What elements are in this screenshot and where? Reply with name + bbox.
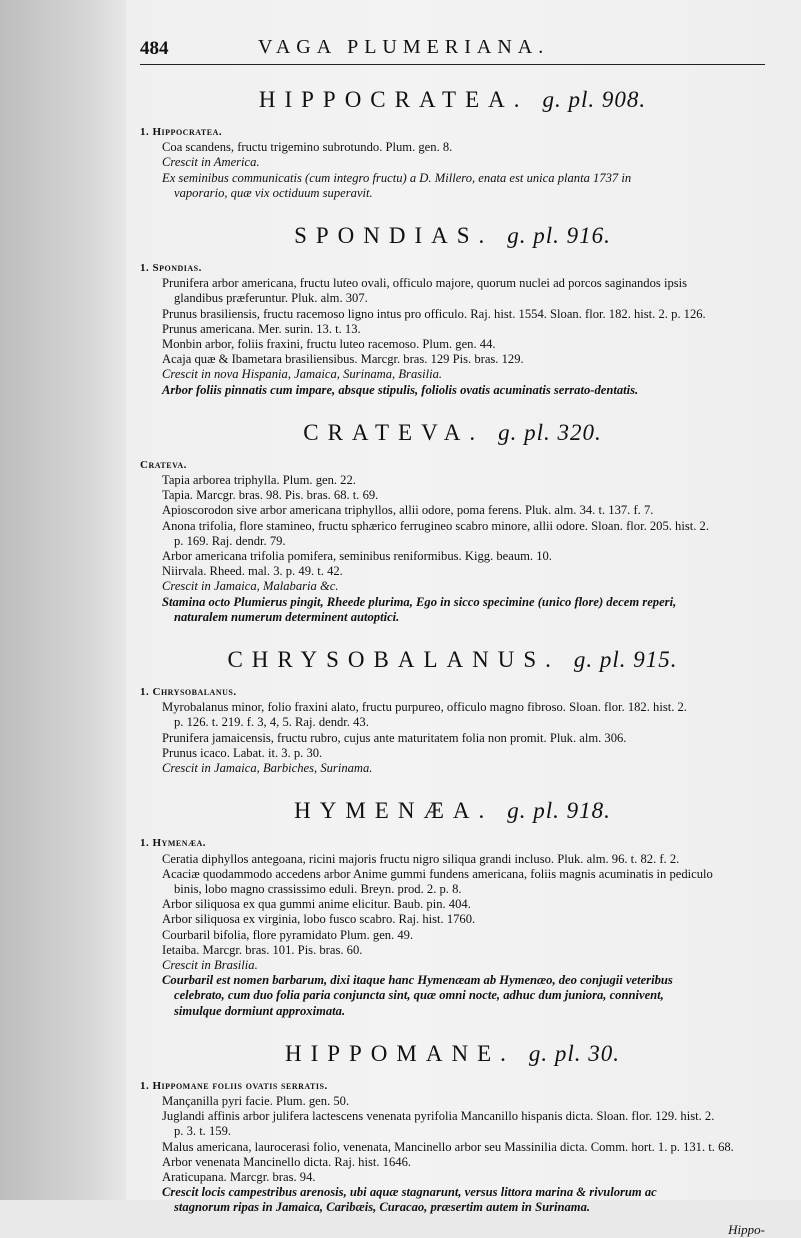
entry-line: Monbin arbor, foliis fraxini, fructu luteo racemoso. Plum. gen. 44. (162, 337, 496, 352)
genus-reference: g. pl. 30. (528, 1040, 621, 1066)
genus-name: CHRYSOBALANUS. (227, 647, 560, 673)
entry-line: vaporario, quæ vix octiduum superavit. (174, 185, 373, 200)
entry-line: p. 126. t. 219. f. 3, 4, 5. Raj. dendr. 43. (174, 715, 369, 730)
entry-lines (140, 836, 765, 1018)
entry-line: Stamina octo Plumierus pingit, Rheede plurima, Ego in sicco specimine (unico flore) decem reperi, (162, 594, 677, 609)
entry-line: p. 169. Raj. dendr. 79. (174, 533, 286, 548)
genus-reference: g. pl. 915. (573, 647, 678, 673)
catchword: Hippo- (728, 1221, 765, 1237)
entry-line: Prunifera arbor americana, fructu luteo ovali, officulo majore, quorum nuclei ad porcos saginandos ipsis (162, 276, 688, 291)
entry-line: naturalem numerum determinent autoptici. (174, 609, 400, 624)
entry-line: Prunus americana. Mer. surin. 13. t. 13. (162, 321, 361, 336)
genus-reference: g. pl. 320. (498, 419, 602, 445)
genus-section (140, 420, 765, 625)
genus-name: HIPPOCRATEA. (258, 87, 529, 112)
genus-section (140, 798, 765, 1018)
entry-label: 1. Hippocratea. (140, 126, 223, 138)
genus-sections (140, 87, 765, 1216)
genus-reference: g. pl. 918. (507, 798, 611, 824)
entry-line: Courbaril bifolia, flore pyramidato Plum. gen. 49. (162, 927, 414, 942)
genus-reference: g. pl. 916. (507, 223, 611, 249)
running-title: VAGA PLUMERIANA. (258, 36, 550, 58)
entry-line: Ceratia diphyllos antegoana, ricini majoris fructu nigro siliqua grandi incluso. Pluk. alm. 96. t. 82. f. 2. (162, 851, 680, 866)
genus-heading (140, 87, 765, 113)
running-header (140, 34, 765, 60)
entry-line: Arbor americana trifolia pomifera, seminibus reniformibus. Kigg. beaum. 10. (162, 549, 552, 564)
entry-line: Mançanilla pyri facie. Plum. gen. 50. (162, 1093, 350, 1108)
entry-line: Niirvala. Rheed. mal. 3. p. 49. t. 42. (162, 564, 343, 579)
genus-heading (140, 1041, 765, 1067)
entry-line: Anona trifolia, flore stamineo, fructu sphærico ferrugineo scabro minore, allii odore. Sloan. flor. 205. hist. 2. (162, 518, 709, 533)
entry-lines (140, 1079, 765, 1216)
entry-line: glandibus præferuntur. Pluk. alm. 307. (174, 291, 368, 306)
entry-line: Prunus brasiliensis, fructu racemoso ligno intus pro officulo. Raj. hist. 1554. Sloan. flor. 182. hist. 2. p. 126. (162, 306, 706, 321)
entry-line: binis, lobo magno crassissimo eduli. Breyn. prod. 2. p. 8. (174, 881, 462, 896)
genus-heading (140, 798, 765, 824)
entry-line: Juglandi affinis arbor julifera lactescens venenata pyrifolia Mancanillo hispanis dicta. Sloan. flor. 129. hist. 2. (162, 1109, 715, 1124)
entry-line: Coa scandens, fructu trigemino subrotundo. Plum. gen. 8. (162, 140, 453, 155)
genus-section (140, 1041, 765, 1216)
entry-lines (140, 458, 765, 625)
genus-name: SPONDIAS. (294, 223, 494, 249)
entry-line: Prunifera jamaicensis, fructu rubro, cujus ante maturitatem folia non promit. Pluk. alm. 306. (162, 730, 627, 745)
entry-line: Crescit in nova Hispania, Jamaica, Surinama, Brasilia. (162, 367, 443, 382)
entry-lines (140, 261, 765, 398)
genus-section (140, 647, 765, 776)
entry-label: Crateva. (140, 458, 187, 471)
entry-line: Arbor siliquosa ex qua gummi anime elicitur. Baub. pin. 404. (162, 897, 471, 912)
entry-line: Apioscorodon sive arbor americana triphyllos, allii odore, poma ferens. Pluk. alm. 34. t. 137. f. 7. (162, 503, 654, 518)
entry-line: Crescit in Jamaica, Malabaria &c. (162, 579, 339, 594)
genus-section (140, 87, 765, 201)
entry-label: 1. Spondias. (140, 262, 202, 275)
entry-line: Tapia arborea triphylla. Plum. gen. 22. (162, 473, 356, 488)
genus-section (140, 223, 765, 398)
entry-line: simulque dormiunt approximata. (174, 1003, 346, 1018)
entry-line: Ex seminibus communicatis (cum integro fructu) a D. Millero, enata est unica planta 1737 in (162, 170, 632, 185)
entry-line: Myrobalanus minor, folio fraxini alato, fructu purpureo, officulo magno fibroso. Sloan. flor. 182. hist. 2. (162, 700, 687, 715)
entry-label: 1. Hippomane foliis ovatis serratis. (140, 1079, 328, 1092)
entry-line: Ietaiba. Marcgr. bras. 101. Pis. bras. 60. (162, 942, 363, 957)
page-number: 484 (140, 38, 169, 59)
entry-line: Acaciæ quodammodo accedens arbor Anime gummi fundens americana, foliis magnis acuminatis in pediculo (162, 866, 713, 881)
entry-line: Crescit in America. (162, 155, 260, 170)
entry-line: Crescit in Jamaica, Barbiches, Surinama. (162, 761, 373, 776)
header-rule (140, 64, 765, 65)
entry-line: Crescit locis campestribus arenosis, ubi aquæ stagnarunt, versus littora marina & rivulorum ac (162, 1185, 657, 1200)
genus-heading (140, 223, 765, 249)
entry-lines (140, 685, 765, 776)
entry-line: Prunus icaco. Labat. it. 3. p. 30. (162, 745, 323, 760)
entry-lines (140, 125, 765, 201)
genus-heading (140, 647, 765, 673)
page-gutter (0, 0, 126, 1200)
genus-reference: g. pl. 908. (542, 87, 647, 112)
entry-line: Arbor foliis pinnatis cum impare, absque stipulis, foliolis ovatis acuminatis serrato-dentatis. (162, 382, 639, 397)
entry-line: Arbor siliquosa ex virginia, lobo fusco scabro. Raj. hist. 1760. (162, 912, 476, 927)
entry-label: 1. Chrysobalanus. (140, 686, 237, 699)
entry-line: Arbor venenata Mancinello dicta. Raj. hist. 1646. (162, 1154, 412, 1169)
entry-label: 1. Hymenæa. (140, 837, 207, 850)
entry-line: Courbaril est nomen barbarum, dixi itaque hanc Hymenæam ab Hymenæo, deo conjugii veteribus (162, 973, 673, 988)
entry-line: Crescit in Brasilia. (162, 957, 258, 972)
genus-name: HIPPOMANE. (284, 1040, 515, 1066)
genus-name: HYMENÆA. (294, 798, 494, 824)
entry-line: stagnorum ripas in Jamaica, Caribæis, Curacao, præsertim autem in Surinama. (174, 1200, 591, 1215)
entry-line: Malus americana, laurocerasi folio, venenata, Mancinello arbor seu Massinilia dicta. Comm. hort. 1. p. 131. t. 68. (162, 1139, 734, 1154)
genus-heading (140, 420, 765, 446)
entry-line: p. 3. t. 159. (174, 1124, 232, 1139)
entry-line: Tapia. Marcgr. bras. 98. Pis. bras. 68. t. 69. (162, 488, 379, 503)
entry-line: celebrato, cum duo folia paria conjuncta sint, quæ omni nocte, adhuc dum juniora, connivent, (174, 988, 664, 1003)
entry-line: Acaja quæ & Ibametara brasiliensibus. Marcgr. bras. 129 Pis. bras. 129. (162, 352, 524, 367)
genus-name: CRATEVA. (303, 419, 485, 445)
entry-line: Araticupana. Marcgr. bras. 94. (162, 1169, 316, 1184)
